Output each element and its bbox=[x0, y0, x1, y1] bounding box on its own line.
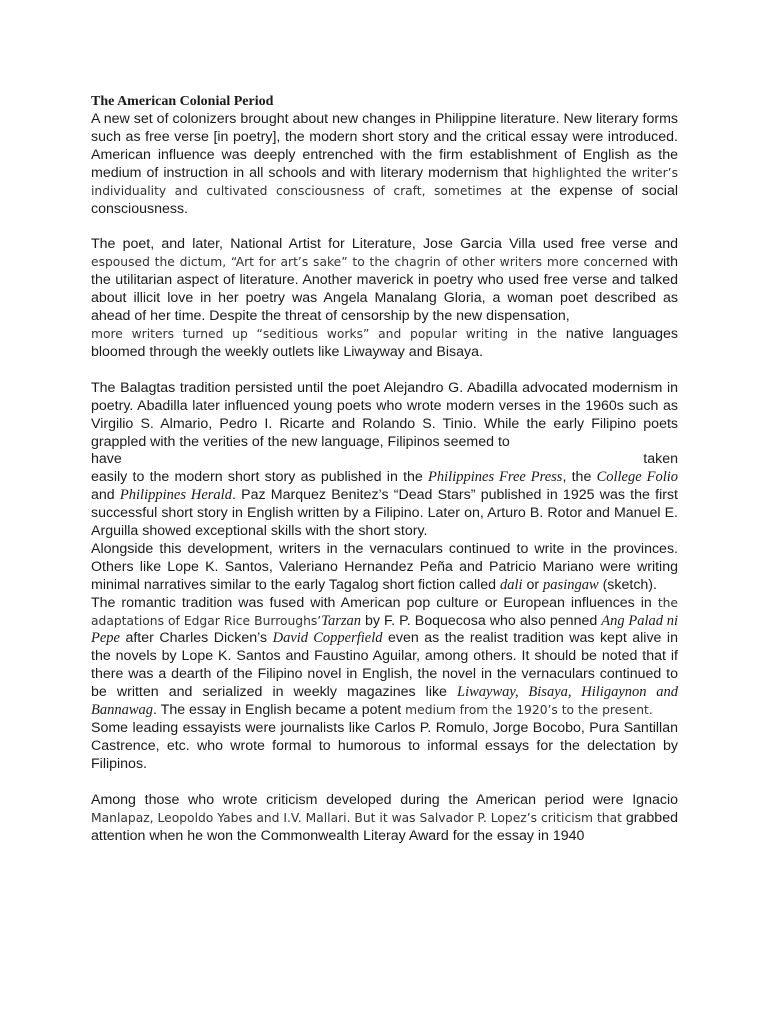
section-title: The American Colonial Period bbox=[91, 94, 274, 109]
paragraph-7 bbox=[91, 792, 678, 846]
text-run: native languages bloomed through the weekly outlets like Liwayway and Bisaya. bbox=[91, 325, 678, 360]
text-run: espoused the dictum, “Art for art’s sake” to the chagrin of other writers more concerned bbox=[91, 255, 648, 270]
paragraph-gap bbox=[91, 362, 678, 380]
text-run: , the bbox=[562, 469, 597, 486]
text-run: medium from the 1920’s to the present. bbox=[405, 703, 653, 718]
publication-title: Philippines Free Press bbox=[428, 469, 563, 486]
text-run: The Balagtas tradition persisted until the poet Alejandro G. Abadilla advocated modernism in poetry. Abadilla later influenced young poets who wrote modern verses in the 1960s such as Virgilio S. Almario, Pedro I. Ricarte and Rolando S. Tinio. While the early Filipino poets grappled with the verities of the new language, Filipinos seemed to bbox=[91, 379, 678, 450]
publication-title: College Folio bbox=[596, 469, 679, 486]
text-run: Among those who wrote criticism developed during the American period were Ignacio bbox=[91, 791, 678, 808]
paragraph-3 bbox=[91, 380, 678, 452]
book-title: David Copperfield bbox=[272, 630, 383, 647]
term: pasingaw bbox=[543, 576, 599, 593]
text-run: the expense of social consciousness. bbox=[91, 182, 679, 217]
text-run: The romantic tradition was fused with American pop culture or European influences in bbox=[91, 594, 652, 611]
text-run: or bbox=[522, 576, 544, 593]
text-run: (sketch). bbox=[598, 576, 657, 593]
text-run: . Paz Marquez Benitez’s “Dead Stars” published in 1925 was the first successful short story in English written by a Filipino. Later on, Arturo B. Rotor and Manuel E. Arguilla showed exceptional skills with the short story. bbox=[91, 487, 678, 540]
text-run: taken bbox=[643, 451, 678, 468]
text-run: Alongside this development, writers in the vernaculars continued to write in the provinces. Others like Lope K. Santos, Valeriano Hernandez Peña and Patricio Mariano were writing minimal narratives similar to the early Tagalog short fiction called bbox=[91, 540, 678, 593]
paragraph-1 bbox=[91, 111, 678, 218]
text-run: highlighted the writer’s individuality and cultivated consciousness of craft, sometimes at bbox=[91, 165, 678, 198]
justified-line bbox=[91, 451, 678, 469]
paragraph-gap bbox=[91, 218, 678, 236]
text-run: The poet, and later, National Artist for Literature, Jose Garcia Villa used free verse and bbox=[91, 236, 678, 253]
book-title: Tarzan bbox=[321, 612, 361, 629]
paragraph-5 bbox=[91, 595, 678, 720]
paragraph-2 bbox=[91, 236, 678, 361]
paragraph-gap bbox=[91, 774, 678, 792]
term: dali bbox=[499, 576, 523, 593]
text-run: easily to the modern short story as published in the bbox=[91, 469, 429, 486]
text-run: with the utilitarian aspect of literature. Another maverick in poetry who used free verse and talked about illicit love in her poetry was Angela Manalang Gloria, a woman poet described as ahead of her time. Despite the threat of censorship by the new dispensation, bbox=[91, 254, 678, 325]
text-run: more writers turned up “seditious works” and popular writing in the bbox=[91, 326, 558, 341]
text-run: have bbox=[91, 451, 122, 468]
text-run: by F. P. Boquecosa who also penned bbox=[361, 612, 602, 629]
text-run: Manlapaz, Leopoldo Yabes and I.V. Mallari. But it was Salvador P. Lopez’s criticism that bbox=[91, 810, 622, 825]
magazine-titles: Liwayway, Bisaya, Hiligaynon and Bannawag bbox=[91, 684, 678, 719]
book-title: Ang Palad ni Pepe bbox=[91, 612, 678, 647]
text-run: even as the realist tradition was kept alive in the novels by Lope K. Santos and Faustino Aguilar, among others. It should be noted that if there was a dearth of the Filipino novel in English, the novel in the vernaculars continued to be written and serialized in weekly magazines like bbox=[91, 630, 678, 701]
text-run: the adaptations of Edgar Rice Burroughs’ bbox=[91, 595, 678, 628]
text-run: A new set of colonizers brought about new changes in Philippine literature. New literary forms such as free verse [in poetry], the modern short story and the critical essay were introduced. American influence was deeply entrenched with the firm establishment of English as the medium of instruction in all schools and with literary modernism that bbox=[91, 111, 678, 181]
paragraph-3-cont bbox=[91, 469, 678, 541]
paragraph-6: Some leading essayists were journalists like Carlos P. Romulo, Jorge Bocobo, Pura Santillan Castrence, etc. who wrote formal to humorous to informal essays for the delectation by Filipinos. bbox=[91, 720, 678, 772]
text-run: grabbed attention when he won the Commonwealth Literay Award for the essay in 1940 bbox=[91, 809, 678, 844]
document-body bbox=[91, 93, 678, 845]
publication-title: Philippines Herald bbox=[119, 487, 232, 504]
text-run: . The essay in English became a potent bbox=[153, 702, 402, 719]
text-run: after Charles Dicken’s bbox=[119, 630, 273, 647]
paragraph-4 bbox=[91, 541, 678, 595]
text-run: and bbox=[91, 487, 120, 504]
